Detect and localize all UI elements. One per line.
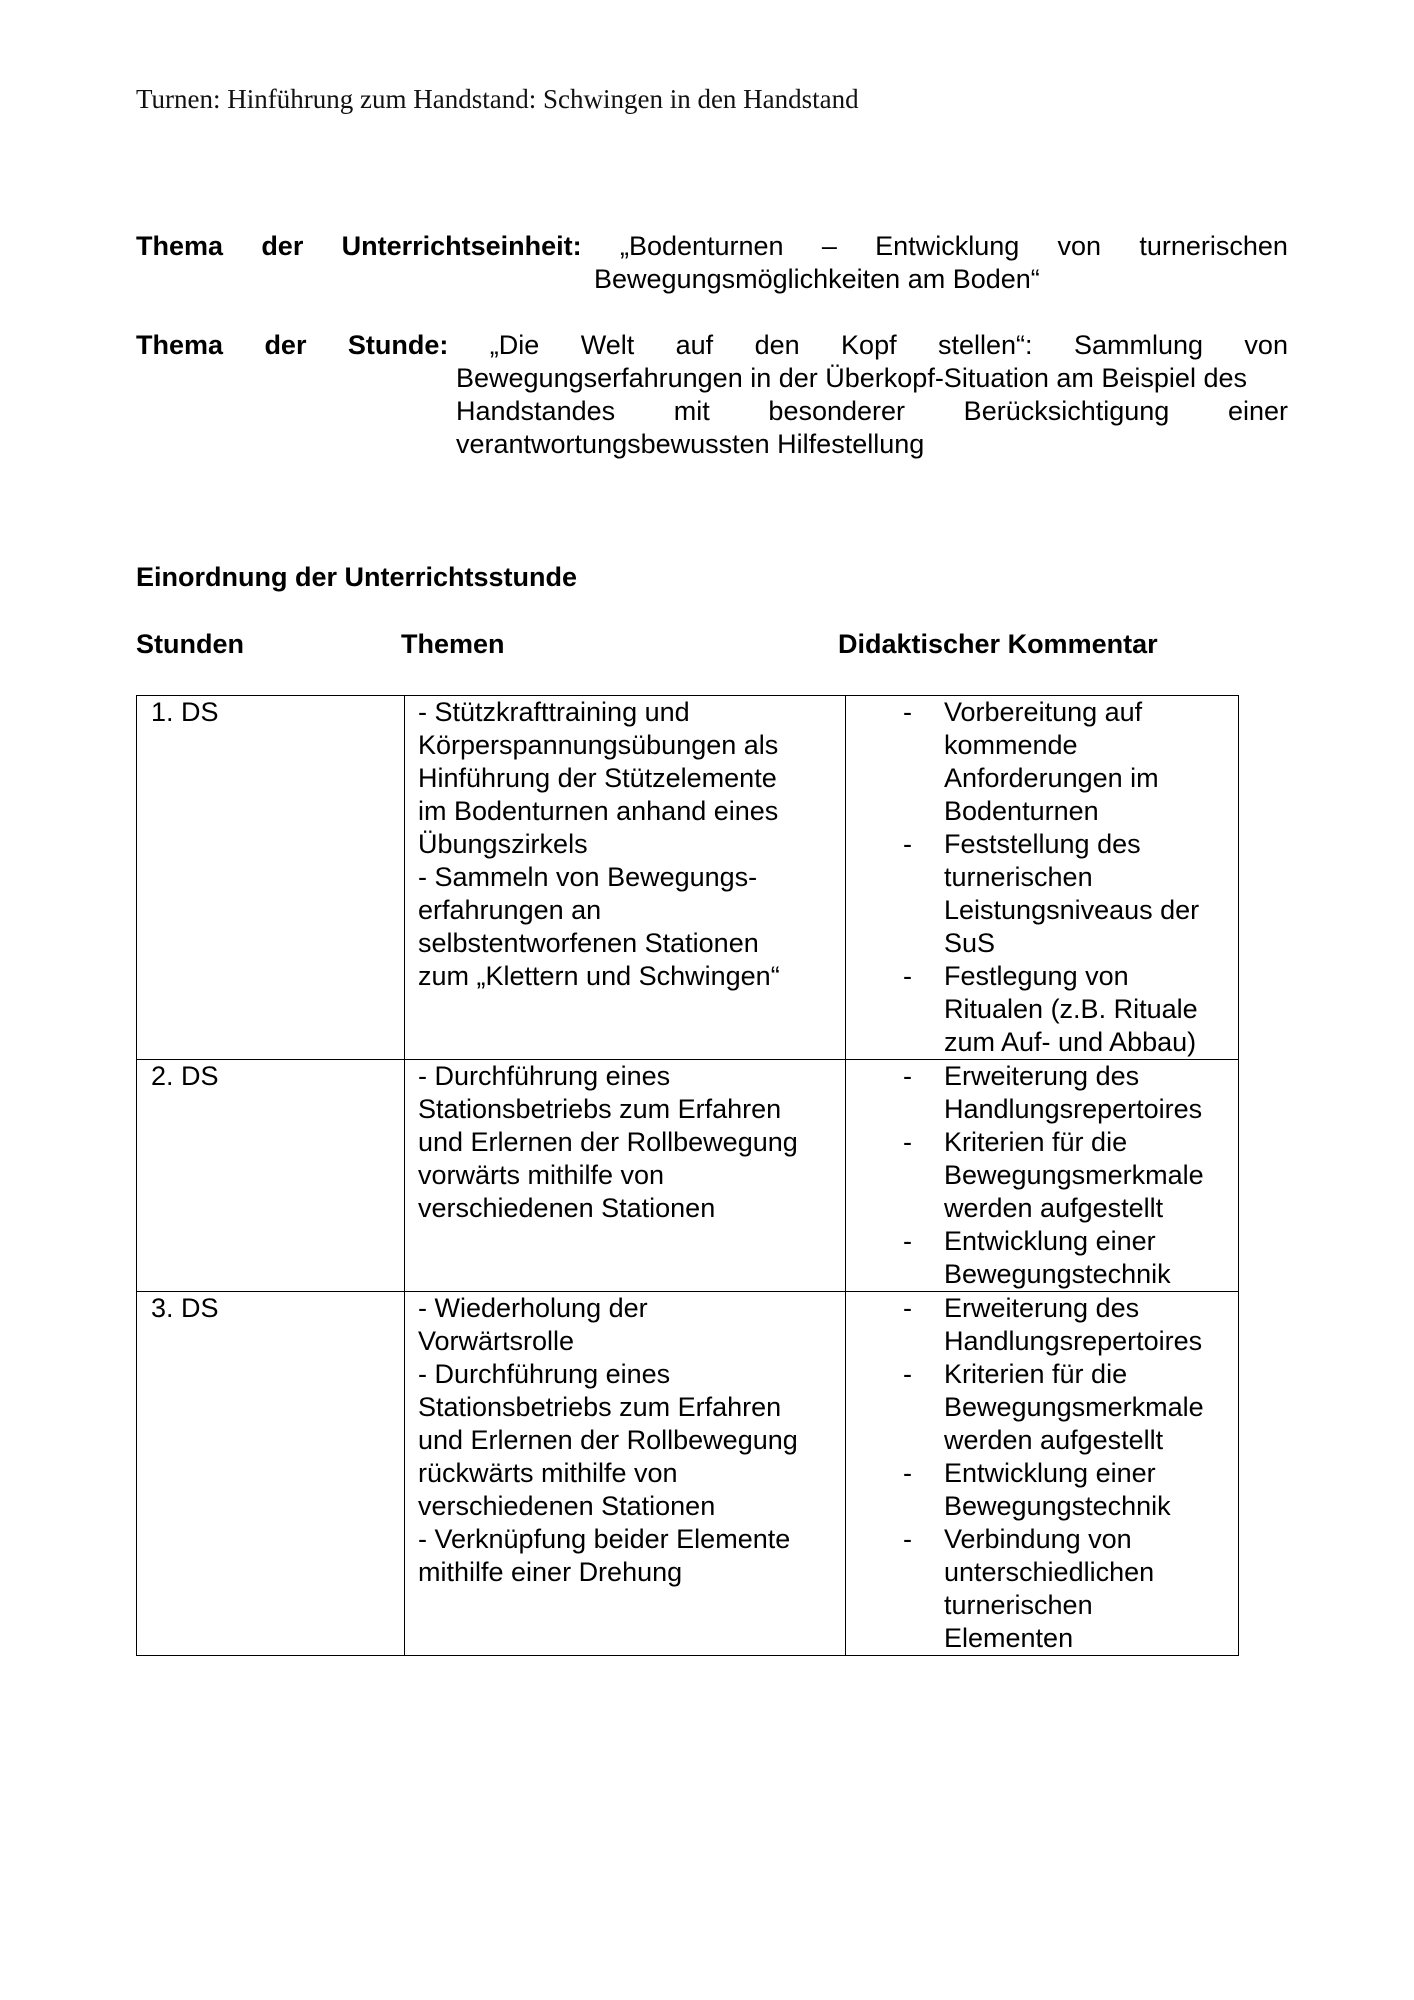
lesson-topic-label-2: der <box>264 330 307 360</box>
section-title: Einordnung der Unterrichtsstunde <box>136 562 578 592</box>
kommentar-item: - Festlegung von Ritualen (z.B. Rituale zum Auf- und Abbau) <box>846 960 1238 1059</box>
lesson-topic-label-1: Thema <box>136 330 224 360</box>
themen-line: selbstentworfenen Stationen <box>418 928 759 958</box>
themen-line: - Stützkrafttraining und <box>418 697 690 727</box>
themen-line: rückwärts mithilfe von <box>418 1458 678 1488</box>
table-row <box>137 1292 1239 1656</box>
themen-line: erfahrungen an <box>418 895 602 925</box>
table-row <box>137 696 1239 1060</box>
themen-line: - Sammeln von Bewegungs- <box>418 862 758 892</box>
column-header-kommentar: Didaktischer Kommentar <box>838 629 1158 659</box>
lesson-topic-line-3: Handstandes mit besonderer Berücksichtigung einer <box>456 396 1288 426</box>
lesson-topic-word: auf <box>675 330 714 360</box>
stunde-cell: 3. DS <box>137 1292 405 1656</box>
lesson-topic <box>136 329 1288 461</box>
themen-cell <box>405 1060 846 1292</box>
themen-line: Stationsbetriebs zum Erfahren <box>418 1392 782 1422</box>
page-header: Turnen: Hinführung zum Handstand: Schwingen in den Handstand <box>136 84 859 114</box>
kommentar-item: - Entwicklung einer Bewegungstechnik <box>846 1225 1238 1291</box>
unit-topic-word: turnerischen <box>1139 231 1288 261</box>
kommentar-cell <box>846 696 1239 1060</box>
themen-line: mithilfe einer Drehung <box>418 1557 683 1587</box>
kommentar-item: - Erweiterung des Handlungsrepertoires <box>846 1060 1238 1126</box>
lesson-topic-line-2: Bewegungserfahrungen in der Überkopf-Situation am Beispiel des <box>456 363 1247 393</box>
themen-line: vorwärts mithilfe von <box>418 1160 665 1190</box>
lesson-topic-word: Welt <box>580 330 635 360</box>
themen-line: Hinführung der Stützelemente <box>418 763 777 793</box>
themen-cell <box>405 1292 846 1656</box>
unit-topic <box>136 230 1288 296</box>
unit-topic-word: – <box>821 231 837 261</box>
unit-topic-word: Entwicklung <box>875 231 1020 261</box>
lesson-topic-word: „Die <box>489 330 540 360</box>
kommentar-item: - Kriterien für die Bewegungsmerkmale werden aufgestellt <box>846 1126 1238 1225</box>
themen-line: verschiedenen Stationen <box>418 1193 716 1223</box>
lesson-topic-line-4: verantwortungsbewussten Hilfestellung <box>456 429 925 459</box>
lesson-topic-word: von <box>1244 330 1288 360</box>
themen-line: im Bodenturnen anhand eines <box>418 796 779 826</box>
themen-line: Stationsbetriebs zum Erfahren <box>418 1094 782 1124</box>
kommentar-cell <box>846 1292 1239 1656</box>
kommentar-item: - Vorbereitung auf kommende Anforderungen im Bodenturnen <box>846 696 1238 828</box>
column-header-themen: Themen <box>401 629 505 659</box>
lesson-topic-label-3: Stunde: <box>347 330 449 360</box>
unit-topic-label-1: Thema <box>136 231 224 261</box>
kommentar-item: - Entwicklung einer Bewegungstechnik <box>846 1457 1238 1523</box>
lesson-topic-line-1 <box>136 329 1288 362</box>
themen-line: Vorwärtsrolle <box>418 1326 575 1356</box>
themen-line: Körperspannungsübungen als <box>418 730 779 760</box>
unit-topic-line-1 <box>136 230 1288 263</box>
unit-topic-line-2: Bewegungsmöglichkeiten am Boden“ <box>594 264 1040 294</box>
stunde-cell: 1. DS <box>137 696 405 1060</box>
themen-line: - Verknüpfung beider Elemente <box>418 1524 791 1554</box>
lesson-topic-word: Sammlung <box>1073 330 1204 360</box>
unit-topic-word: von <box>1057 231 1102 261</box>
kommentar-item: - Kriterien für die Bewegungsmerkmale werden aufgestellt <box>846 1358 1238 1457</box>
lesson-topic-word: den <box>754 330 800 360</box>
themen-line: verschiedenen Stationen <box>418 1491 716 1521</box>
themen-cell <box>405 696 846 1060</box>
themen-line: und Erlernen der Rollbewegung <box>418 1127 798 1157</box>
themen-line: - Durchführung eines <box>418 1061 671 1091</box>
themen-line: Übungszirkels <box>418 829 588 859</box>
column-header-stunden: Stunden <box>136 629 244 659</box>
kommentar-item: - Feststellung des turnerischen Leistungsniveaus der SuS <box>846 828 1238 960</box>
unit-topic-label-3: Unterrichtseinheit: <box>341 231 582 261</box>
unit-topic-label-2: der <box>261 231 304 261</box>
kommentar-item: - Erweiterung des Handlungsrepertoires <box>846 1292 1238 1358</box>
themen-line: - Wiederholung der <box>418 1293 648 1323</box>
themen-line: - Durchführung eines <box>418 1359 671 1389</box>
lesson-plan-table <box>136 695 1239 1656</box>
lesson-topic-word: Kopf <box>841 330 897 360</box>
stunde-cell: 2. DS <box>137 1060 405 1292</box>
kommentar-item: - Verbindung von unterschiedlichen turnerischen Elementen <box>846 1523 1238 1655</box>
table-row <box>137 1060 1239 1292</box>
themen-line: zum „Klettern und Schwingen“ <box>418 961 780 991</box>
lesson-topic-word: stellen“: <box>938 330 1033 360</box>
themen-line: und Erlernen der Rollbewegung <box>418 1425 798 1455</box>
unit-topic-word: „Bodenturnen <box>619 231 784 261</box>
kommentar-cell <box>846 1060 1239 1292</box>
